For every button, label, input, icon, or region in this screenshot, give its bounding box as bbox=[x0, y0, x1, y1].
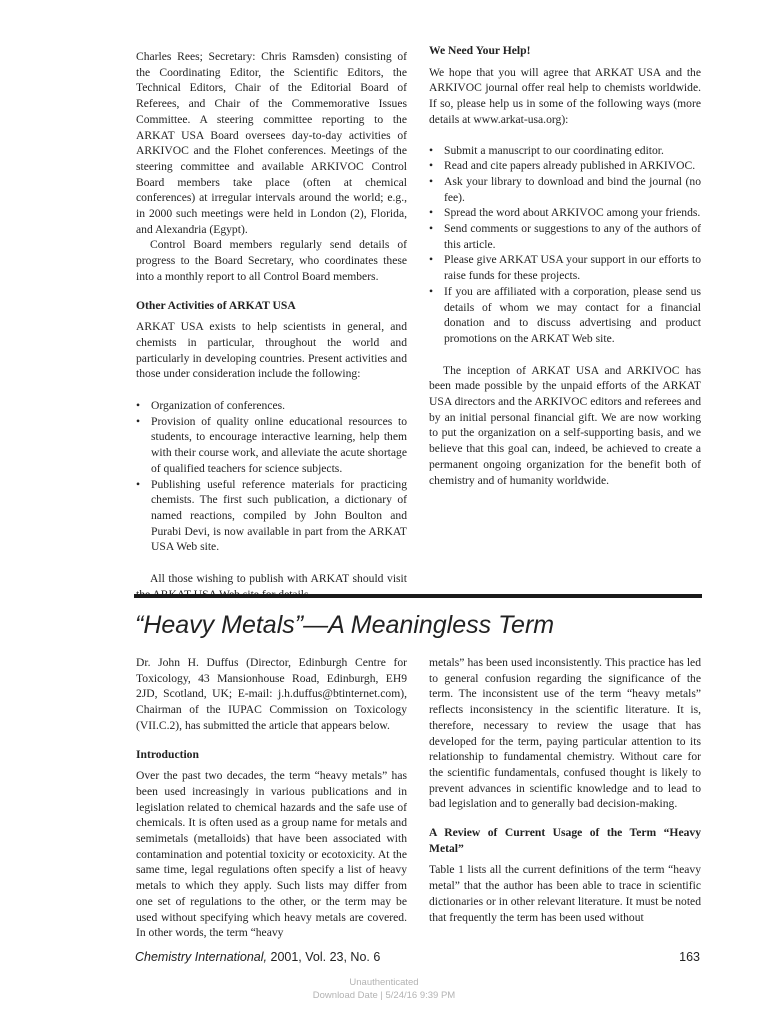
column-bottom-left bbox=[136, 655, 407, 941]
journal-citation bbox=[135, 950, 380, 964]
download-watermark bbox=[0, 976, 768, 1002]
bullet-list bbox=[136, 398, 407, 555]
journal-issue: 2001, Vol. 23, No. 6 bbox=[267, 950, 381, 964]
watermark-line: Unauthenticated bbox=[349, 977, 419, 988]
section-heading: A Review of Current Usage of the Term “Heavy Metal” bbox=[429, 826, 701, 855]
paragraph: Table 1 lists all the current definitions of the term “heavy metal” that the author has been able to trace in scientific dictionaries or in other relevant literature. It must be noted that frequently the term has been used without bbox=[429, 863, 701, 924]
list-item: • Publishing useful reference materials for practicing chemists. The first such publication, a dictionary of named reactions, compiled by John Boulton and Purabi Devi, is now available in part from the ARKAT USA Web site. bbox=[136, 477, 407, 556]
list-item: • Read and cite papers already published in ARKIVOC. bbox=[429, 158, 701, 174]
list-item: • Provision of quality online educational resources to students, to encourage interactive learning, help them with their course work, and alleviate the acute shortage of qualified teachers for science subjects. bbox=[136, 414, 407, 477]
list-item: • Send comments or suggestions to any of the authors of this article. bbox=[429, 221, 701, 252]
list-item: • Please give ARKAT USA your support in our efforts to raise funds for these projects. bbox=[429, 252, 701, 283]
column-top-left bbox=[136, 49, 407, 603]
list-item: • If you are affiliated with a corporation, please send us details of whom we may contact for a financial donation and to discuss advertising and product promotions on the ARKAT Web site. bbox=[429, 284, 701, 347]
paragraph: The inception of ARKAT USA and ARKIVOC has been made possible by the unpaid efforts of the ARKAT USA directors and the ARKIVOC editors and referees and by an initial personal financial gift. We are now working to put the organization on a self-supporting basis, and we believe that this goal can, indeed, be achieved to create a permanent ongoing organization for the benefit both of chemistry and of humanity worldwide. bbox=[429, 363, 701, 487]
paragraph: ARKAT USA exists to help scientists in general, and chemists in particular, throughout the world and particularly in developing countries. Present activities and those under consideration include the following: bbox=[136, 320, 407, 381]
paragraph: All those wishing to publish with ARKAT should visit bbox=[150, 572, 407, 586]
paragraph: Control Board members regularly send details of progress to the Board Secretary, who coordinates these into a monthly report to all Control Board members. bbox=[136, 238, 407, 283]
article-title: “Heavy Metals”—A Meaningless Term bbox=[135, 611, 555, 639]
paragraph: We hope that you will agree that ARKAT USA and the ARKIVOC journal offer real help to chemists worldwide. If so, please help us in some of the following ways (more details at www.arkat-usa.org): bbox=[429, 65, 701, 126]
list-item: • Organization of conferences. bbox=[136, 398, 407, 414]
column-top-right bbox=[429, 43, 701, 488]
author-note: Dr. John H. Duffus (Director, Edinburgh Centre for Toxicology, 43 Mansionhouse Road, Edinburgh, EH9 2JD, Scotland, UK; E-mail: j.h.duffus@btinternet.com), Chairman of the IUPAC Commission on Toxicology (VII.C.2), has submitted the article that appears below. bbox=[136, 656, 407, 732]
paragraph: Charles Rees; Secretary: Chris Ramsden) consisting of the Coordinating Editor, the Scientific Editors, the Technical Editors, Chair of the Editorial Board of Referees, and Chair of the Commemorative Issues Committee. A steering committee reporting to the ARKAT USA Board oversees day-to-day activities of ARKIVOC and the Flohet conferences. Meetings of the steering committee and available ARKIVOC Control Board members take place (often at chemical conferences) at irregular intervals around the world; e.g., in 2000 such meetings were held in London (2), Florida, and Alexandria (Egypt). bbox=[136, 50, 407, 236]
page-number: 163 bbox=[679, 950, 700, 964]
bullet-list bbox=[429, 143, 701, 347]
column-bottom-right bbox=[429, 655, 701, 925]
paragraph: Over the past two decades, the term “heavy metals” has been used increasingly in various publications and in legislation related to chemical hazards and the safe use of chemicals. It is often used as a group name for metals and semimetals (metalloids) that have been associated with contamination and potential toxicity or ecotoxicity. At the same time, legal regulations often specify a list of heavy metals to which they apply. Such lists may differ from one set of regulations to the other, or the term may be used without specifying which heavy metals are covered. In other words, the term “heavy bbox=[136, 769, 407, 940]
paragraph: metals” has been used inconsistently. This practice has led to general confusion regarding the significance of the term. The inconsistent use of the term “heavy metals” reflects inconsistency in the scientific literature. It is, therefore, necessary to review the usage that has developed for the term, paying particular attention to its relationship to fundamental chemistry. Without care for the scientific fundamentals, confused thought is likely to prevent advances in scientific knowledge and to lead to bad legislation and to generally bad decision-making. bbox=[429, 656, 701, 811]
watermark-line: Download Date | 5/24/16 9:39 PM bbox=[312, 990, 456, 1001]
section-heading: We Need Your Help! bbox=[429, 44, 531, 57]
section-heading: Introduction bbox=[136, 747, 199, 761]
section-heading: Other Activities of ARKAT USA bbox=[136, 298, 296, 312]
section-divider bbox=[134, 594, 702, 598]
list-item: • Spread the word about ARKIVOC among your friends. bbox=[429, 205, 701, 221]
list-item: • Ask your library to download and bind the journal (no fee). bbox=[429, 174, 701, 205]
list-item: • Submit a manuscript to our coordinating editor. bbox=[429, 143, 701, 159]
journal-name: Chemistry International, bbox=[135, 950, 268, 964]
